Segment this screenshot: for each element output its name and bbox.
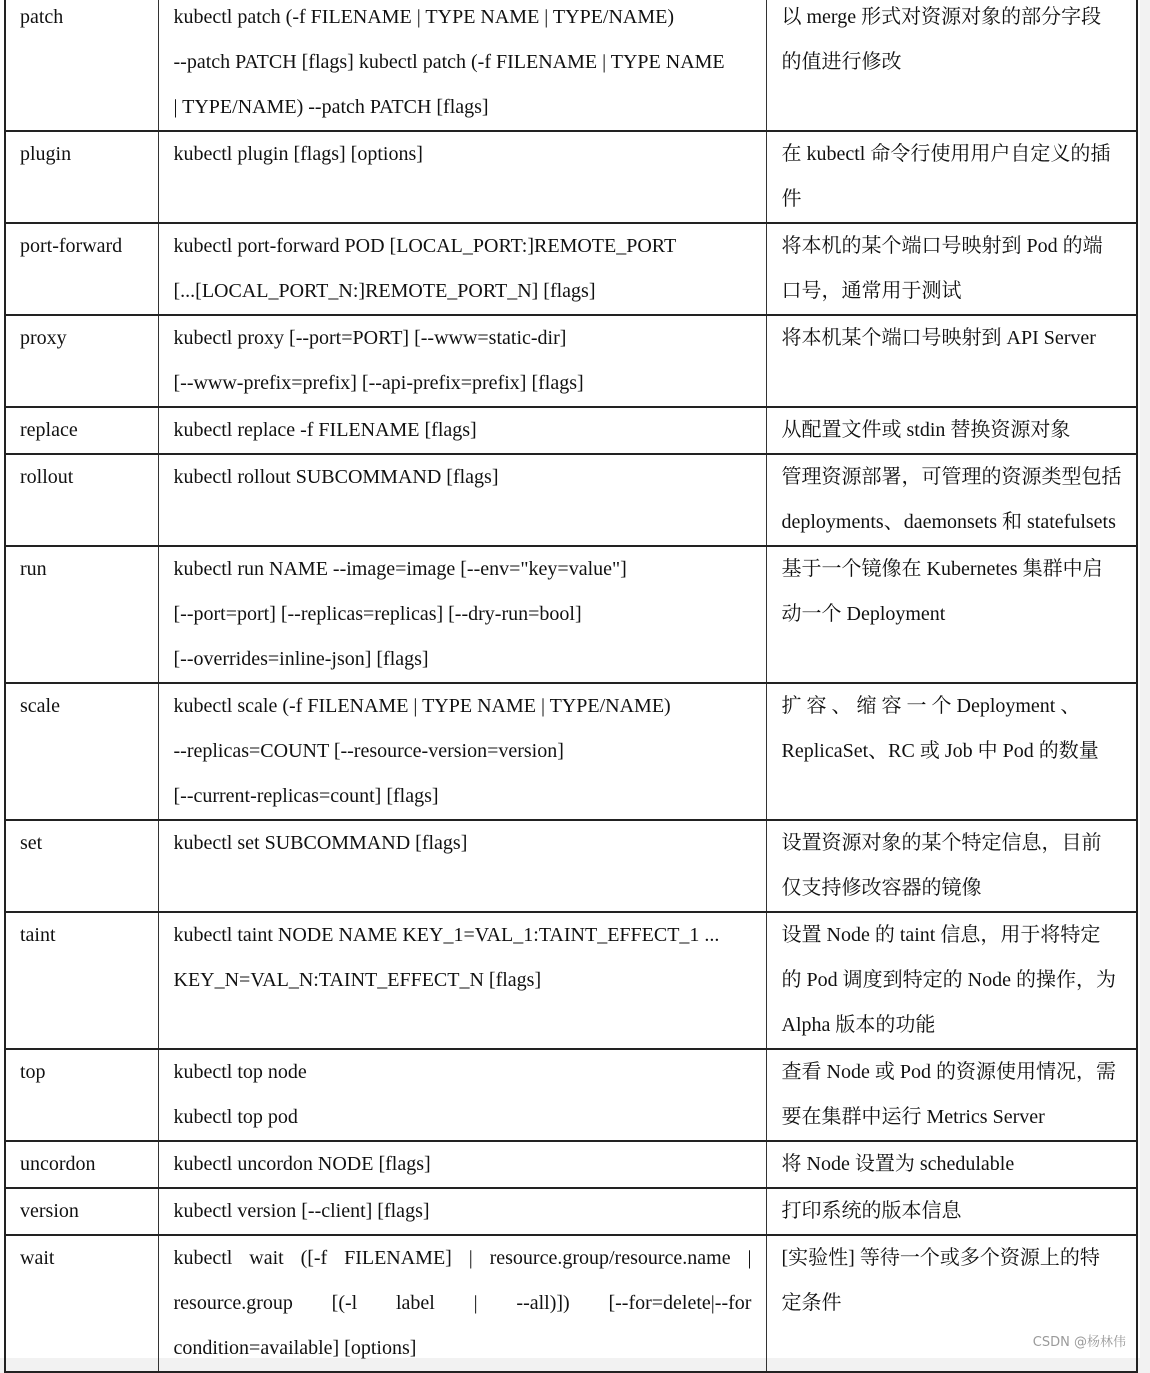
- syntax-line: kubectl top node: [173, 1061, 307, 1083]
- table-row: [5, 1141, 1137, 1188]
- command-syntax-cell: [158, 546, 766, 683]
- command-name-cell: [5, 315, 158, 407]
- syntax-line: [174, 1281, 752, 1326]
- syntax-line: kubectl uncordon NODE [flags]: [173, 1153, 431, 1175]
- command-name: wait: [20, 1247, 55, 1269]
- description-line: Alpha 版本的功能: [781, 1014, 936, 1036]
- table-row: [5, 546, 1137, 683]
- command-name-cell: [5, 1049, 158, 1141]
- syntax-token: --all)]): [516, 1292, 570, 1314]
- syntax-line: kubectl version [--client] [flags]: [173, 1200, 430, 1222]
- command-syntax-cell: [158, 407, 766, 454]
- command-name: uncordon: [20, 1153, 96, 1175]
- syntax-line: [--www-prefix=prefix] [--api-prefix=prefix] [flags]: [173, 372, 584, 394]
- syntax-line: kubectl replace -f FILENAME [flags]: [173, 419, 477, 441]
- description-line: 仅支持修改容器的镜像: [781, 877, 982, 899]
- command-name: set: [20, 832, 43, 854]
- syntax-token: [(-l: [331, 1292, 358, 1314]
- command-description-cell: [766, 1235, 1137, 1372]
- command-name-cell: [5, 1235, 158, 1372]
- command-name: rollout: [20, 466, 74, 488]
- syntax-line: condition=available] [options]: [173, 1337, 417, 1359]
- command-syntax-cell: [158, 820, 766, 912]
- description-line: 动一个 Deployment: [781, 603, 946, 625]
- description-line: 基于一个镜像在 Kubernetes 集群中启: [781, 558, 1103, 580]
- command-name-cell: [5, 407, 158, 454]
- command-name-cell: [5, 131, 158, 223]
- syntax-token: resource.group/resource.name: [489, 1247, 731, 1269]
- table-row: [5, 1049, 1137, 1141]
- table-row: [5, 454, 1137, 546]
- command-description-cell: [766, 131, 1137, 223]
- command-description-cell: [766, 912, 1137, 1049]
- syntax-token: |: [473, 1292, 478, 1314]
- table-row: [5, 223, 1137, 315]
- description-line: 打印系统的版本信息: [781, 1200, 962, 1222]
- command-syntax-cell: [158, 683, 766, 820]
- description-line: 的值进行修改: [781, 51, 902, 73]
- table-row: [5, 131, 1137, 223]
- syntax-line: kubectl run NAME --image=image [--env="key=value"]: [173, 558, 627, 580]
- syntax-line: KEY_N=VAL_N:TAINT_EFFECT_N [flags]: [173, 969, 542, 991]
- table-row: [5, 315, 1137, 407]
- command-description-cell: [766, 407, 1137, 454]
- command-syntax-cell: [158, 131, 766, 223]
- description-line: 扩 容 、 缩 容 一 个 Deployment 、: [781, 695, 1081, 717]
- description-line: 在 kubectl 命令行使用用户自定义的插: [781, 143, 1111, 165]
- command-name-cell: [5, 223, 158, 315]
- syntax-line: [--port=port] [--replicas=replicas] [--dry-run=bool]: [173, 603, 582, 625]
- command-syntax-cell: [158, 0, 766, 131]
- syntax-line: | TYPE/NAME) --patch PATCH [flags]: [173, 96, 489, 118]
- command-name-cell: [5, 0, 158, 131]
- command-name: scale: [20, 695, 60, 717]
- command-name: proxy: [20, 327, 67, 349]
- description-line: ReplicaSet、RC 或 Job 中 Pod 的数量: [781, 740, 1099, 762]
- command-name-cell: [5, 454, 158, 546]
- syntax-token: resource.group: [173, 1292, 293, 1314]
- description-line: 将本机某个端口号映射到 API Server: [781, 327, 1096, 349]
- syntax-token: kubectl: [173, 1247, 233, 1269]
- table-row: [5, 1188, 1137, 1235]
- description-line: 定条件: [781, 1292, 842, 1314]
- syntax-line: kubectl top pod: [173, 1106, 298, 1128]
- description-line: 以 merge 形式对资源对象的部分字段: [781, 6, 1102, 28]
- command-syntax-cell: [158, 1141, 766, 1188]
- command-name: top: [20, 1061, 46, 1083]
- syntax-line: [--current-replicas=count] [flags]: [173, 785, 439, 807]
- description-line: 将本机的某个端口号映射到 Pod 的端: [781, 235, 1103, 257]
- description-line: 从配置文件或 stdin 替换资源对象: [781, 419, 1071, 441]
- command-description-cell: [766, 223, 1137, 315]
- syntax-token: ([-f: [300, 1247, 328, 1269]
- syntax-line: kubectl scale (-f FILENAME | TYPE NAME | TYPE/NAME): [173, 695, 671, 717]
- syntax-token: FILENAME]: [344, 1247, 452, 1269]
- syntax-token: |: [747, 1247, 752, 1269]
- command-description-cell: [766, 1188, 1137, 1235]
- command-description-cell: [766, 1049, 1137, 1141]
- description-line: 设置资源对象的某个特定信息，目前: [781, 832, 1102, 854]
- description-line: 查看 Node 或 Pod 的资源使用情况，需: [781, 1061, 1116, 1083]
- table-row: [5, 683, 1137, 820]
- command-name: plugin: [20, 143, 72, 165]
- syntax-token: [--for=delete|--for: [608, 1292, 752, 1314]
- command-description-cell: [766, 315, 1137, 407]
- description-line: 设置 Node 的 taint 信息，用于将特定: [781, 924, 1101, 946]
- syntax-line: [174, 1236, 752, 1281]
- description-line: 管理资源部署，可管理的资源类型包括: [781, 466, 1122, 488]
- command-name-cell: [5, 1141, 158, 1188]
- command-syntax-cell: [158, 1188, 766, 1235]
- description-line: 要在集群中运行 Metrics Server: [781, 1106, 1045, 1128]
- kubectl-command-table: [4, 0, 1138, 1373]
- command-syntax-cell: [158, 912, 766, 1049]
- command-name-cell: [5, 1188, 158, 1235]
- command-name: version: [20, 1200, 79, 1222]
- syntax-line: kubectl set SUBCOMMAND [flags]: [173, 832, 468, 854]
- command-name-cell: [5, 912, 158, 1049]
- syntax-line: --patch PATCH [flags] kubectl patch (-f FILENAME | TYPE NAME: [173, 51, 725, 73]
- syntax-line: kubectl patch (-f FILENAME | TYPE NAME | TYPE/NAME): [173, 6, 675, 28]
- command-description-cell: [766, 683, 1137, 820]
- command-description-cell: [766, 454, 1137, 546]
- command-syntax-cell: [158, 223, 766, 315]
- syntax-line: kubectl rollout SUBCOMMAND [flags]: [173, 466, 499, 488]
- syntax-token: |: [468, 1247, 473, 1269]
- syntax-line: kubectl plugin [flags] [options]: [173, 143, 423, 165]
- command-name-cell: [5, 546, 158, 683]
- syntax-line: kubectl port-forward POD [LOCAL_PORT:]REMOTE_PORT: [173, 235, 677, 257]
- command-description-cell: [766, 546, 1137, 683]
- syntax-token: label: [395, 1292, 435, 1314]
- syntax-line: kubectl taint NODE NAME KEY_1=VAL_1:TAINT_EFFECT_1 ...: [173, 924, 720, 946]
- command-name: patch: [20, 6, 64, 28]
- command-syntax-cell: [158, 1235, 766, 1372]
- syntax-token: wait: [249, 1247, 284, 1269]
- table-row: [5, 0, 1137, 131]
- description-line: 口号，通常用于测试: [781, 280, 962, 302]
- command-description-cell: [766, 0, 1137, 131]
- description-line: 将 Node 设置为 schedulable: [781, 1153, 1015, 1175]
- command-name-cell: [5, 683, 158, 820]
- command-name: run: [20, 558, 47, 580]
- syntax-line: kubectl proxy [--port=PORT] [--www=static-dir]: [173, 327, 567, 349]
- table-row: [5, 820, 1137, 912]
- command-description-cell: [766, 820, 1137, 912]
- description-line: [实验性] 等待一个或多个资源上的特: [781, 1247, 1100, 1269]
- command-name: replace: [20, 419, 78, 441]
- description-line: 件: [781, 188, 802, 210]
- description-line: 的 Pod 调度到特定的 Node 的操作，为: [781, 969, 1116, 991]
- table-row: [5, 912, 1137, 1049]
- command-syntax-cell: [158, 315, 766, 407]
- table-row: [5, 407, 1137, 454]
- command-name: port-forward: [20, 235, 123, 257]
- command-description-cell: [766, 1141, 1137, 1188]
- command-name: taint: [20, 924, 56, 946]
- syntax-line: [...[LOCAL_PORT_N:]REMOTE_PORT_N] [flags]: [173, 280, 596, 302]
- watermark: CSDN @杨林伟: [1032, 1335, 1126, 1350]
- table-row: [5, 1235, 1137, 1372]
- syntax-line: --replicas=COUNT [--resource-version=version]: [173, 740, 564, 762]
- command-syntax-cell: [158, 1049, 766, 1141]
- command-name-cell: [5, 820, 158, 912]
- syntax-line: [--overrides=inline-json] [flags]: [173, 648, 429, 670]
- description-line: deployments、daemonsets 和 statefulsets: [781, 511, 1116, 533]
- command-syntax-cell: [158, 454, 766, 546]
